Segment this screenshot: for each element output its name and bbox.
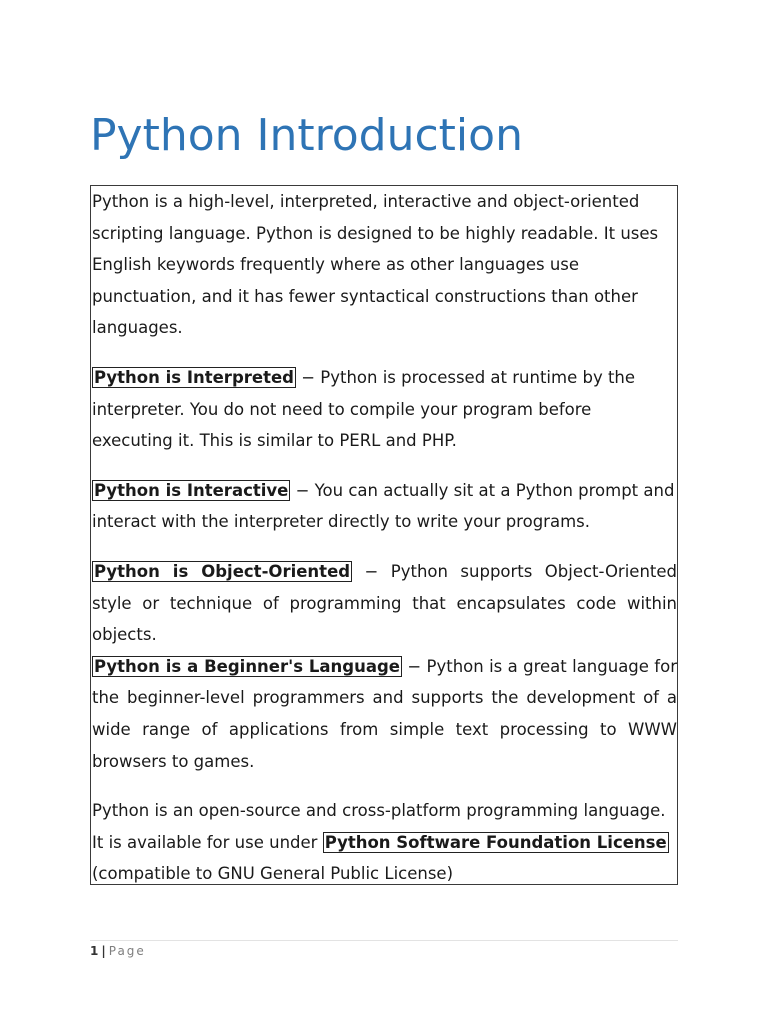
closing-text: Python is an open-source and cross-platform programming language. It is available for use under [92,801,666,852]
feature-description: − Python supports Object-Oriented style or technique of programming that encapsulates code within objects. [92,561,678,645]
feature-description: − You can actually sit at a Python prompt and interact with the interpreter directly to write your programs. [92,480,675,532]
feature-object-oriented [92,556,677,651]
feature-term: Python is Object-Oriented [94,561,351,581]
feature-term: Python is Interpreted [94,367,294,387]
feature-term: Python is a Beginner's Language [94,656,400,676]
feature-description: − Python is processed at runtime by the interpreter. You do not need to compile your program before executing it. This is similar to PERL and PHP. [92,367,636,451]
closing-text-after: (compatible to GNU General Public License) [92,864,454,884]
feature-term: Python is Interactive [94,480,289,500]
feature-interactive [92,475,677,538]
feature-beginners-language [92,651,677,777]
page-label: Page [108,944,146,958]
feature-description: − Python is a great language for the beginner-level programmers and supports the development of a wide range of applications from simple text processing to WWW browsers to games. [92,656,677,771]
feature-interpreted [92,362,677,457]
license-term: Python Software Foundation License [324,832,667,852]
intro-paragraph: Python is a high-level, interpreted, interactive and object-oriented scripting language. Python is designed to be highly readable. It uses English keywords frequently where as other languages use punctuation, and it has fewer syntactical constructions than other languages. [92,192,659,338]
closing-paragraph [92,795,677,890]
page-footer [90,943,146,959]
page-title: Python Introduction [90,110,523,161]
content-box [90,185,678,885]
page-number: 1 [90,944,99,958]
footer-divider [90,940,678,941]
footer-separator: | [101,944,106,958]
